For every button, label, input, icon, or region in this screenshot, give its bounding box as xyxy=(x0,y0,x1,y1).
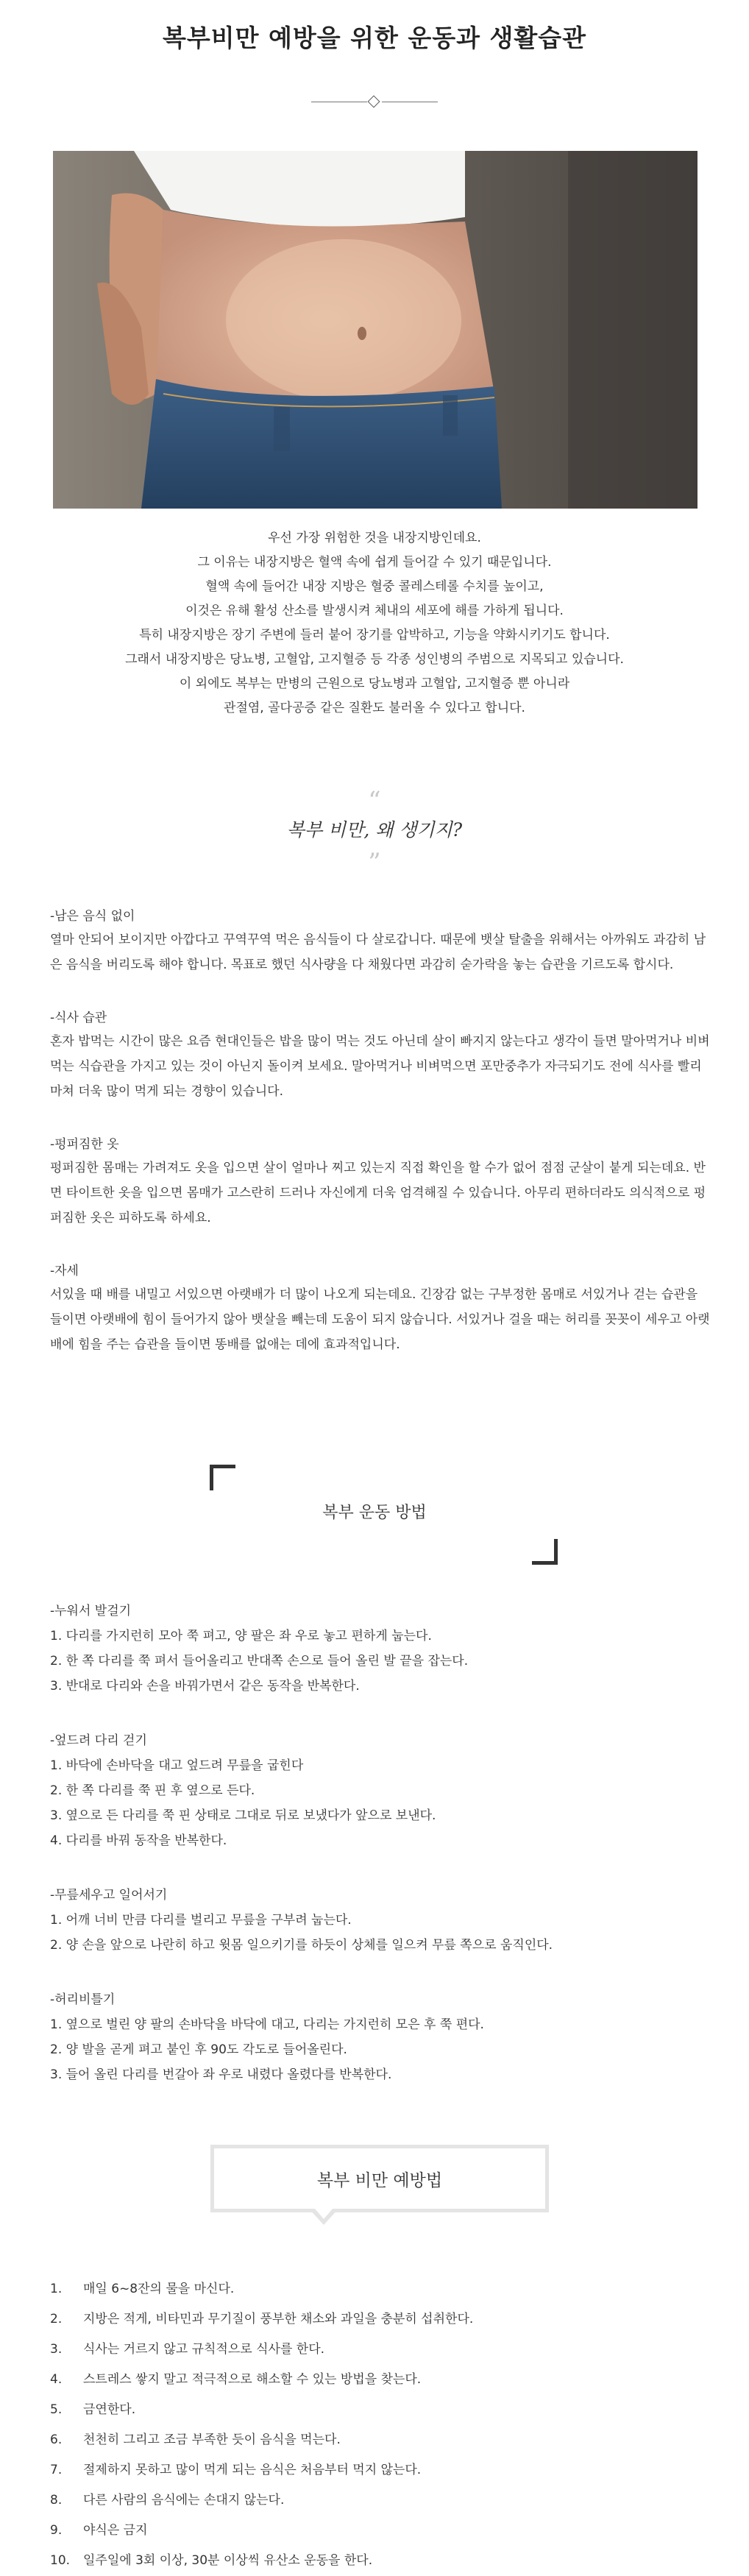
cause-heading: -남은 음식 없이 xyxy=(50,909,135,924)
belly-photo xyxy=(53,151,697,509)
quote-open-icon: “ xyxy=(368,786,381,815)
list-item xyxy=(50,2546,712,2576)
cause-body: 펑퍼짐한 몸매는 가려져도 옷을 입으면 살이 얼마나 찌고 있는지 직접 확인을 할 수가 없어 점점 군살이 붙게 되는데요. 반면 타이트한 옷을 입으면 몸매가 고스란히 드러나 자신에게 더욱 엄격해질 수 있습니다. 아무리 편하더라도 의식적으로 펑퍼짐한 옷은 피하도록 하세요. xyxy=(50,1161,706,1225)
list-number: 3. xyxy=(50,2342,63,2357)
exercise-step: 3. 옆으로 든 다리를 쭉 핀 상태로 그대로 뒤로 보냈다가 앞으로 보낸다. xyxy=(50,1808,436,1823)
cause-heading: -펑퍼짐한 옷 xyxy=(50,1137,119,1152)
list-item xyxy=(50,2455,712,2485)
cause-block xyxy=(50,1260,712,1357)
list-item xyxy=(50,2274,712,2304)
exercise-step: 1. 다리를 가지런히 모아 쭉 펴고, 양 팔은 좌 우로 놓고 편하게 눕는다. xyxy=(50,1629,432,1643)
list-number: 6. xyxy=(50,2432,63,2447)
list-text: 매일 6~8잔의 물을 마신다. xyxy=(83,2282,235,2296)
causes-section xyxy=(50,905,712,1387)
exercise-step: 3. 반대로 다리와 손을 바꿔가면서 같은 동작을 반복한다. xyxy=(50,1679,360,1694)
list-item xyxy=(50,2304,712,2335)
list-text: 절제하지 못하고 많이 먹게 되는 음식은 처음부터 먹지 않는다. xyxy=(83,2463,422,2477)
list-item xyxy=(50,2516,712,2546)
exercise-heading: -엎드려 다리 걷기 xyxy=(50,1733,147,1748)
list-item xyxy=(50,2485,712,2516)
intro-line: 이것은 유해 활성 산소를 발생시켜 체내의 세포에 해를 가하게 됩니다. xyxy=(185,604,564,618)
cause-body: 열마 안되어 보이지만 아깝다고 꾸역꾸역 먹은 음식들이 다 살로갑니다. 때문에 뱃살 탈출을 위해서는 아까워도 과감히 남은 음식을 버리도록 해야 합니다. 목표로 했던 식사량을 다 채웠다면 과감히 숟가락을 놓는 습관을 기르도록 합시다. xyxy=(50,933,706,972)
list-text: 금연한다. xyxy=(83,2402,136,2417)
corner-bracket-icon xyxy=(210,1465,235,1490)
intro-line: 특히 내장지방은 장기 주변에 들러 붙어 장기를 압박하고, 기능을 약화시키기도 합니다. xyxy=(139,628,610,643)
exercise-step: 2. 양 발을 곧게 펴고 붙인 후 90도 각도로 들어올린다. xyxy=(50,2042,347,2057)
list-item xyxy=(50,2365,712,2395)
cause-heading: -자세 xyxy=(50,1264,79,1278)
exercise-section xyxy=(50,1599,712,2117)
exercise-step: 1. 어깨 너비 만큼 다리를 벌리고 무릎을 구부려 눕는다. xyxy=(50,1913,352,1928)
exercise-block xyxy=(50,1883,712,1958)
list-text: 스트레스 쌓지 말고 적극적으로 해소할 수 있는 방법을 찾는다. xyxy=(83,2372,422,2387)
list-text: 식사는 거르지 않고 규칙적으로 식사를 한다. xyxy=(83,2342,325,2357)
list-text: 야식은 금지 xyxy=(83,2523,148,2538)
exercise-heading: -무릎세우고 일어서기 xyxy=(50,1888,168,1903)
intro-line: 이 외에도 복부는 만병의 근원으로 당뇨병과 고혈압, 고지혈증 뿐 아니라 xyxy=(179,676,570,691)
exercise-step: 2. 양 손을 앞으로 나란히 하고 윗몸 일으키기를 하듯이 상체를 일으켜 무릎 쪽으로 움직인다. xyxy=(50,1938,553,1953)
intro-line: 혈액 속에 들어간 내장 지방은 혈중 콜레스테롤 수치를 높이고, xyxy=(205,579,544,594)
list-number: 9. xyxy=(50,2523,63,2538)
intro-line: 그 이유는 내장지방은 혈액 속에 쉽게 들어갈 수 있기 때문입니다. xyxy=(197,555,552,570)
exercise-block xyxy=(50,1987,712,2087)
cause-block xyxy=(50,1007,712,1104)
exercise-step: 1. 바닥에 손바닥을 대고 엎드려 무릎을 굽힌다 xyxy=(50,1758,304,1773)
intro-line: 그래서 내장지방은 당뇨병, 고혈압, 고지혈증 등 각종 성인병의 주범으로 지목되고 있습니다. xyxy=(125,652,624,667)
page-title: 복부비만 예방을 위한 운동과 생활습관 xyxy=(162,24,586,52)
list-number: 7. xyxy=(50,2463,63,2477)
quote-close-icon: ” xyxy=(368,848,381,877)
prevention-list xyxy=(50,2274,712,2576)
section-title-exercise: 복부 운동 방법 xyxy=(322,1504,427,1522)
list-text: 일주일에 3회 이상, 30분 이상씩 유산소 운동을 한다. xyxy=(83,2553,373,2568)
section-title-prevention: 복부 비만 예방법 xyxy=(316,2171,443,2190)
exercise-step: 2. 한 쪽 다리를 쭉 핀 후 옆으로 든다. xyxy=(50,1783,255,1798)
cause-block xyxy=(50,905,712,977)
exercise-heading: -허리비틀기 xyxy=(50,1992,116,2007)
list-number: 8. xyxy=(50,2493,63,2508)
corner-bracket-icon xyxy=(532,1539,558,1565)
intro-line: 우선 가장 위험한 것을 내장지방인데요. xyxy=(268,531,481,545)
list-item xyxy=(50,2425,712,2455)
cause-heading: -식사 습관 xyxy=(50,1011,107,1025)
exercise-block xyxy=(50,1599,712,1699)
intro-line: 관절염, 골다공증 같은 질환도 불러올 수 있다고 합니다. xyxy=(224,701,525,715)
cause-body: 혼자 밥먹는 시간이 많은 요즘 현대인들은 밥을 많이 먹는 것도 아닌데 살이 빠지지 않는다고 생각이 들면 말아먹거나 비벼먹는 식습관을 가지고 있는 것이 아닌지 돌이켜 보세요. 말아먹거나 비벼먹으면 포만중추가 자극되기도 전에 식사를 빨리 마쳐 더욱 많이 먹게 되는 경향이 있습니다. xyxy=(50,1034,710,1099)
title-divider xyxy=(311,97,438,107)
exercise-step: 4. 다리를 바꿔 동작을 반복한다. xyxy=(50,1833,227,1848)
intro-text xyxy=(44,526,705,721)
list-number: 4. xyxy=(50,2372,63,2387)
diamond-icon xyxy=(368,96,380,108)
list-number: 2. xyxy=(50,2312,63,2326)
list-item xyxy=(50,2395,712,2425)
list-number: 1. xyxy=(50,2282,63,2296)
cause-block xyxy=(50,1133,712,1231)
exercise-step: 3. 들어 올린 다리를 번갈아 좌 우로 내렸다 올렸다를 반복한다. xyxy=(50,2067,392,2082)
exercise-block xyxy=(50,1728,712,1853)
section-title-causes: 복부 비만, 왜 생기지? xyxy=(286,819,463,841)
list-item xyxy=(50,2335,712,2365)
cause-body: 서있을 때 배를 내밀고 서있으면 아랫배가 더 많이 나오게 되는데요. 긴장감 없는 구부정한 몸매로 서있거나 걷는 습관을 들이면 아랫배에 힘이 들어가지 않아 뱃살을 빼는데 도움이 되지 않습니다. 서있거나 걸을 때는 허리를 꼿꼿이 세우고 아랫배에 힘을 주는 습관을 들이면 똥배를 없애는 데에 효과적입니다. xyxy=(50,1287,710,1352)
list-text: 지방은 적게, 비타민과 무기질이 풍부한 채소와 과일을 충분히 섭취한다. xyxy=(83,2312,474,2326)
list-text: 다른 사람의 음식에는 손대지 않는다. xyxy=(83,2493,285,2508)
exercise-step: 2. 한 쪽 다리를 쭉 펴서 들어올리고 반대쪽 손으로 들어 올린 발 끝을 잡는다. xyxy=(50,1654,469,1669)
list-number: 5. xyxy=(50,2402,63,2417)
list-text: 천천히 그리고 조금 부족한 듯이 음식을 먹는다. xyxy=(83,2432,341,2447)
list-number: 10. xyxy=(50,2553,71,2568)
exercise-step: 1. 옆으로 벌린 양 팔의 손바닥을 바닥에 대고, 다리는 가지런히 모은 후 쭉 편다. xyxy=(50,2017,484,2032)
exercise-heading: -누워서 발걸기 xyxy=(50,1604,132,1618)
